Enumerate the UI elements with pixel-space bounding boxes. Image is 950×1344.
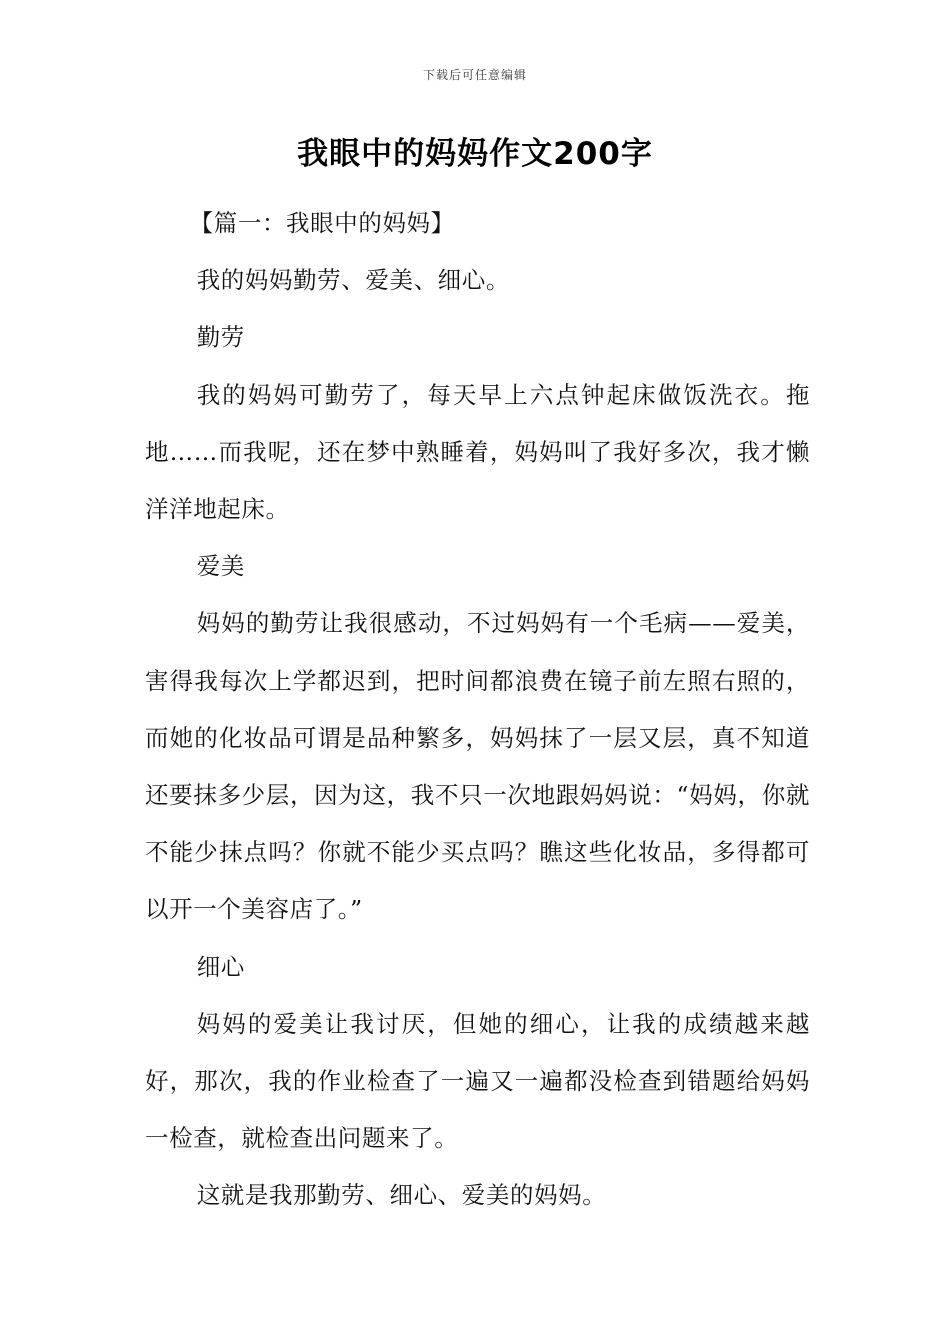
intro-paragraph: 我的妈妈勤劳、爱美、细心。 — [196, 266, 510, 295]
section-heading-beauty: 爱美 — [196, 552, 245, 581]
paragraph-diligent: 我的妈妈可勤劳了，每天早上六点钟起床做饭洗衣。拖地……而我呢，还在梦中熟睡着，妈妈叫了我好多次，我才懒洋洋地起床。 — [145, 380, 810, 524]
closing-paragraph: 这就是我那勤劳、细心、爱美的妈妈。 — [196, 1181, 607, 1210]
paragraph-careful: 妈妈的爱美让我讨厌，但她的细心，让我的成绩越来越好，那次，我的作业检查了一遍又一遍都没检查到错题给妈妈一检查，就检查出问题来了。 — [145, 1009, 810, 1153]
chapter-heading: 【篇一：我眼中的妈妈】 — [189, 209, 455, 237]
section-heading-careful: 细心 — [196, 952, 245, 981]
paragraph-beauty: 妈妈的勤劳让我很感动，不过妈妈有一个毛病——爱美，害得我每次上学都迟到，把时间都浪费在镜子前左照右照的，而她的化妆品可谓是品种繁多，妈妈抹了一层又层，真不知道还要抹多少层，因为这，我不只一次地跟妈妈说：“妈妈，你就不能少抹点吗？你就不能少买点吗？瞧这些化妆品，多得都可以开一个美容店了。” — [145, 609, 810, 924]
document-title: 我眼中的妈妈作文200字 — [297, 136, 653, 172]
essay-body — [145, 195, 810, 1225]
section-heading-diligent: 勤劳 — [196, 323, 245, 352]
header-note: 下载后可任意编辑 — [422, 68, 527, 82]
